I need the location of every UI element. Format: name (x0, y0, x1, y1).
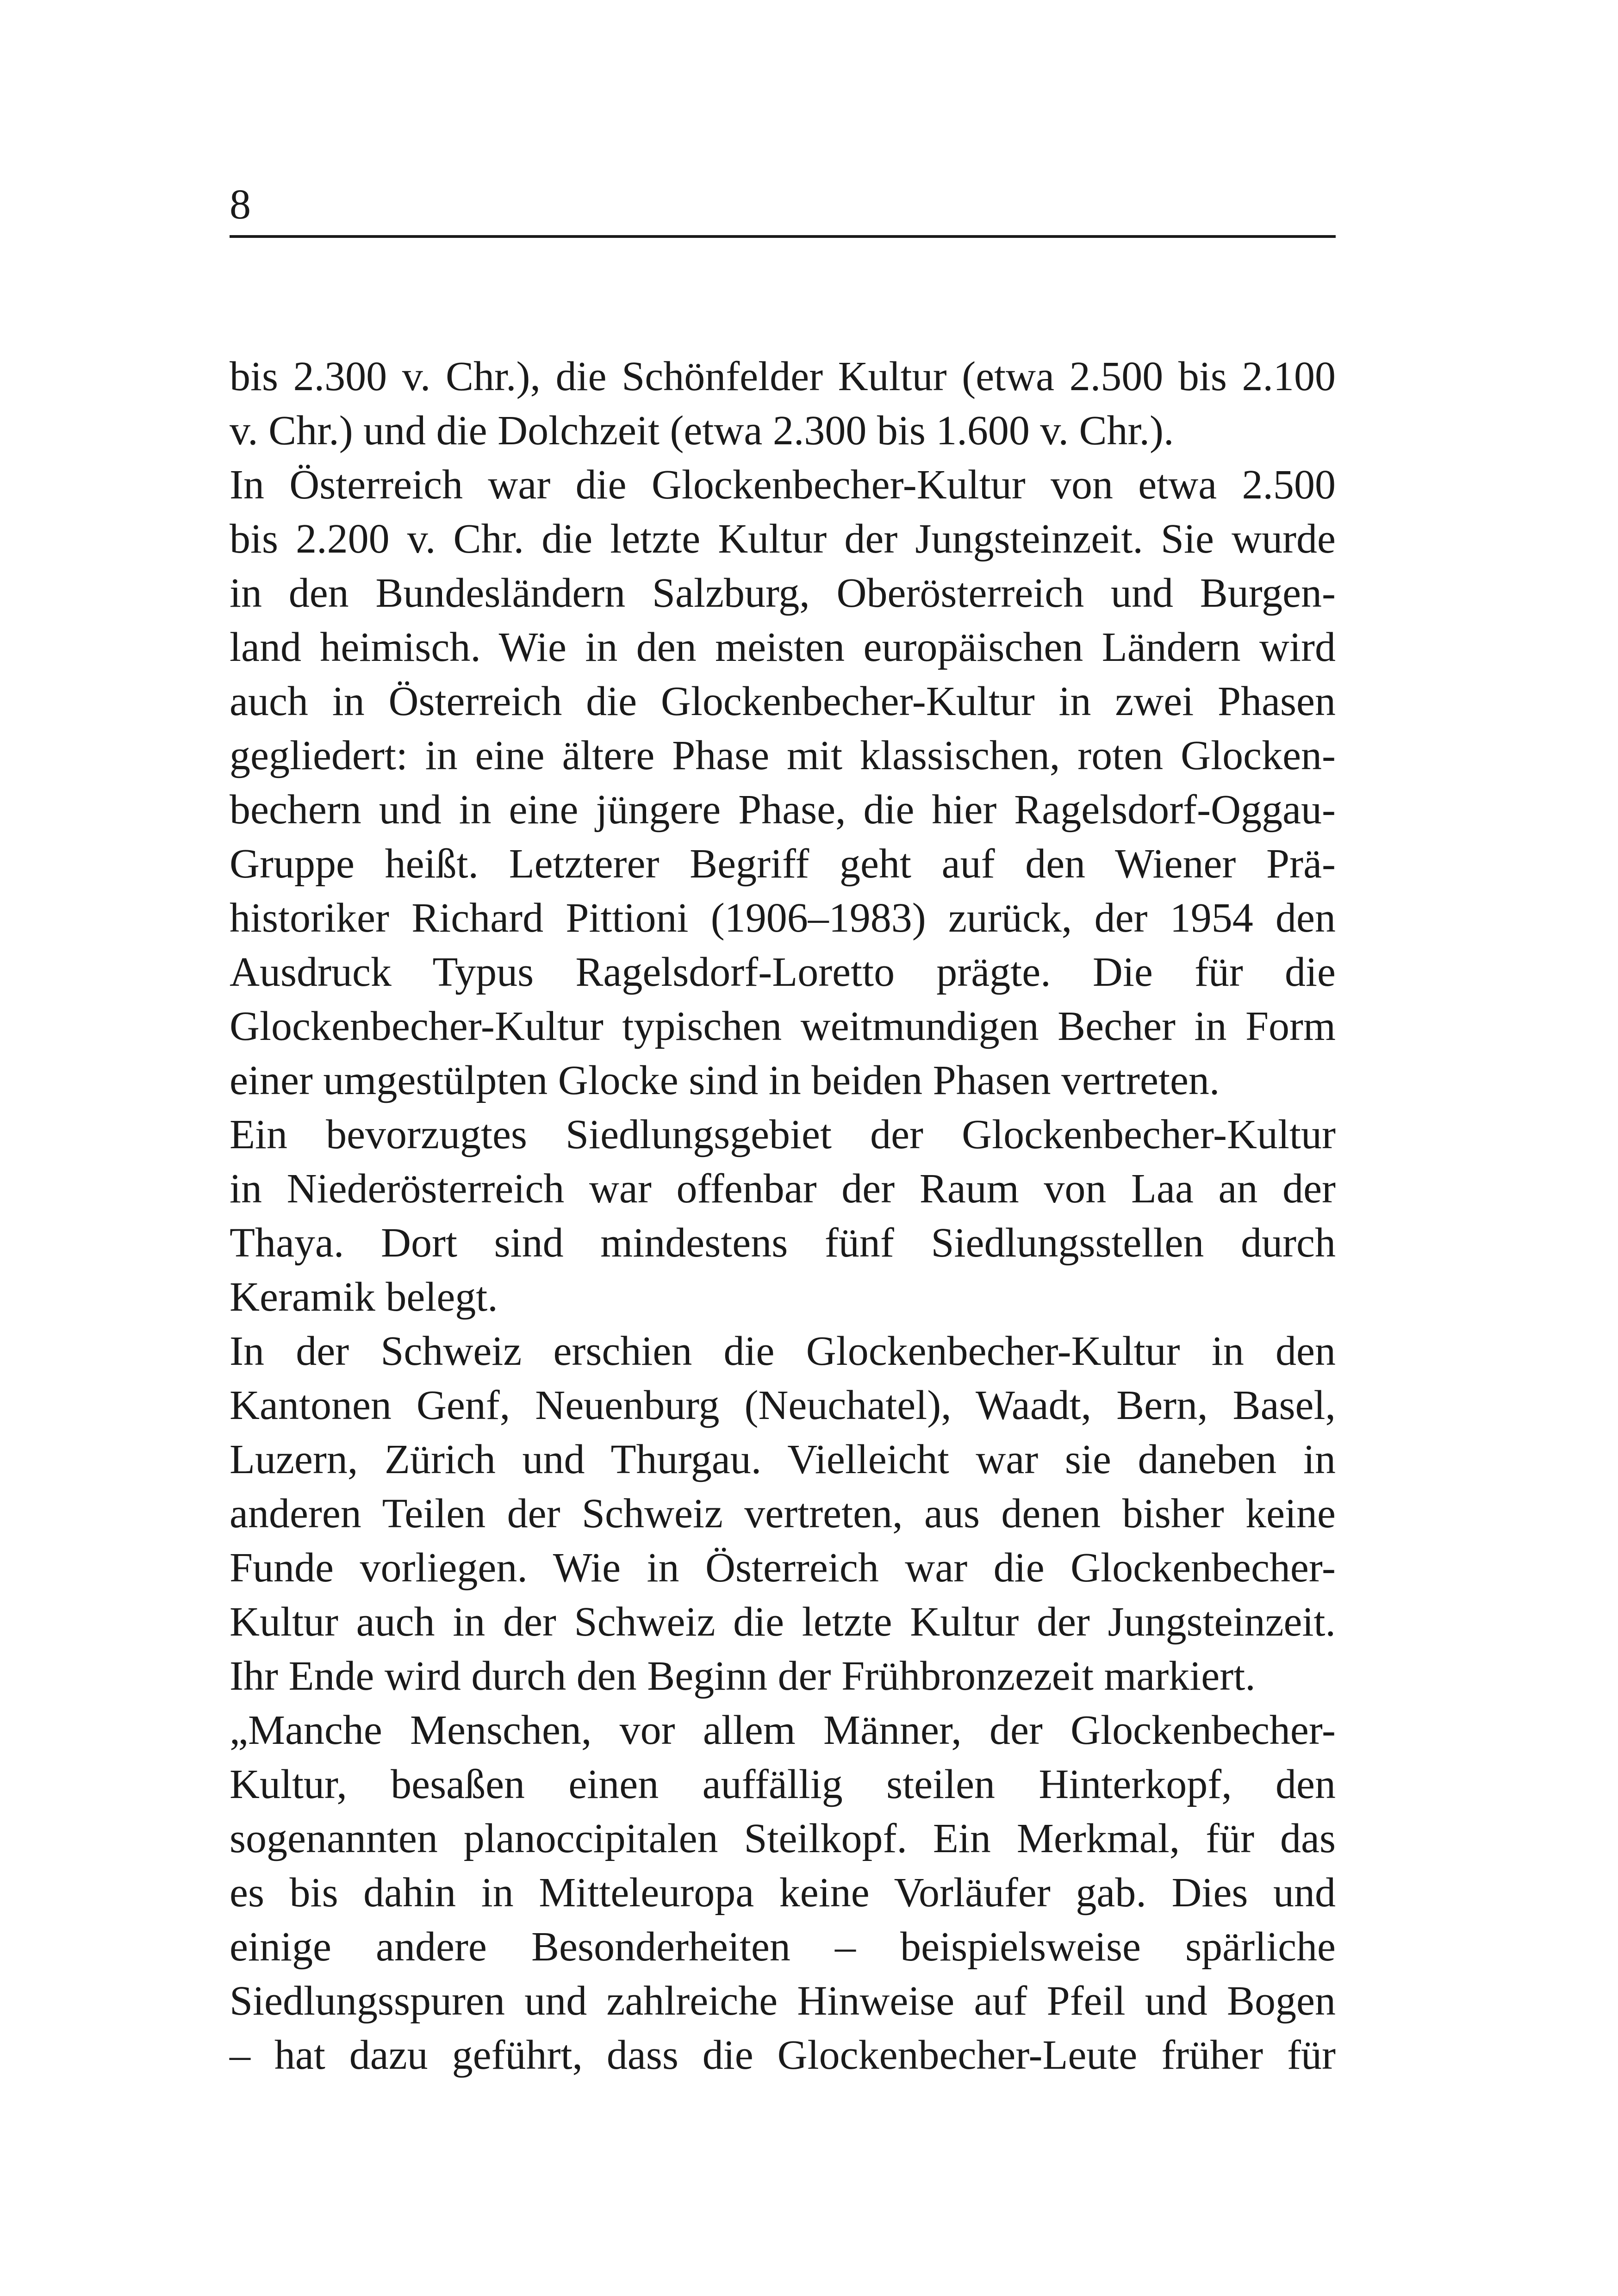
text-line: bis 2.300 v. Chr.), die Schönfelder Kultur (etwa 2.500 bis 2.100 (230, 354, 1336, 399)
text-line: anderen Teilen der Schweiz vertreten, aus denen bisher keine (230, 1491, 1336, 1537)
text-line: Kantonen Genf, Neuenburg (Neuchatel), Waadt, Bern, Basel, (230, 1382, 1336, 1428)
text-line: historiker Richard Pittioni (1906–1983) zurück, der 1954 den (230, 895, 1336, 941)
text-line: auch in Österreich die Glockenbecher-Kultur in zwei Phasen (230, 678, 1336, 724)
text-line: – hat dazu geführt, dass die Glockenbecher-Leute früher für (230, 2032, 1336, 2078)
text-line: Kultur auch in der Schweiz die letzte Kultur der Jungsteinzeit. (230, 1599, 1336, 1645)
text-line: Ein bevorzugtes Siedlungsgebiet der Glockenbecher-Kultur (230, 1112, 1336, 1157)
text-line: Ausdruck Typus Ragelsdorf-Loretto prägte. Die für die (230, 949, 1336, 995)
text-line: bis 2.200 v. Chr. die letzte Kultur der Jungsteinzeit. Sie wurde (230, 516, 1336, 562)
text-line: in Niederösterreich war offenbar der Raum von Laa an der (230, 1166, 1336, 1212)
header-rule (230, 235, 1336, 238)
text-line: einer umgestülpten Glocke sind in beiden Phasen vertreten. (230, 1058, 1220, 1103)
text-line: sogenannten planoccipitalen Steilkopf. Ein Merkmal, für das (230, 1816, 1336, 1861)
text-line: Glockenbecher-Kultur typischen weitmundigen Becher in Form (230, 1003, 1336, 1049)
text-line: bechern und in eine jüngere Phase, die hier Ragelsdorf-Oggau- (230, 787, 1336, 833)
text-line: Siedlungsspuren und zahlreiche Hinweise auf Pfeil und Bogen (230, 1978, 1336, 2024)
text-line: In der Schweiz erschien die Glockenbecher-Kultur in den (230, 1328, 1336, 1374)
page-number: 8 (230, 180, 251, 228)
text-line: Kultur, besaßen einen auffällig steilen Hinterkopf, den (230, 1761, 1336, 1807)
text-line: Luzern, Zürich und Thurgau. Vielleicht war sie daneben in (230, 1437, 1336, 1482)
text-line: Ihr Ende wird durch den Beginn der Frühbronzezeit markiert. (230, 1653, 1256, 1699)
text-line: In Österreich war die Glockenbecher-Kultur von etwa 2.500 (230, 462, 1336, 508)
text-line: gegliedert: in eine ältere Phase mit klassischen, roten Glocken- (230, 733, 1336, 778)
text-line: land heimisch. Wie in den meisten europäischen Ländern wird (230, 624, 1336, 670)
text-line: Thaya. Dort sind mindestens fünf Siedlungsstellen durch (230, 1220, 1336, 1266)
text-line: Gruppe heißt. Letzterer Begriff geht auf den Wiener Prä- (230, 841, 1336, 887)
text-line: „Manche Menschen, vor allem Männer, der Glockenbecher- (230, 1707, 1336, 1753)
text-line: v. Chr.) und die Dolchzeit (etwa 2.300 bis 1.600 v. Chr.). (230, 408, 1174, 454)
text-line: es bis dahin in Mitteleuropa keine Vorläufer gab. Dies und (230, 1870, 1336, 1916)
text-line: Funde vorliegen. Wie in Österreich war die Glockenbecher- (230, 1545, 1336, 1591)
text-line: Keramik belegt. (230, 1274, 498, 1320)
text-line: einige andere Besonderheiten – beispielsweise spärliche (230, 1924, 1336, 1970)
text-line: in den Bundesländern Salzburg, Oberösterreich und Burgen- (230, 570, 1336, 616)
body-text (230, 349, 1336, 2082)
